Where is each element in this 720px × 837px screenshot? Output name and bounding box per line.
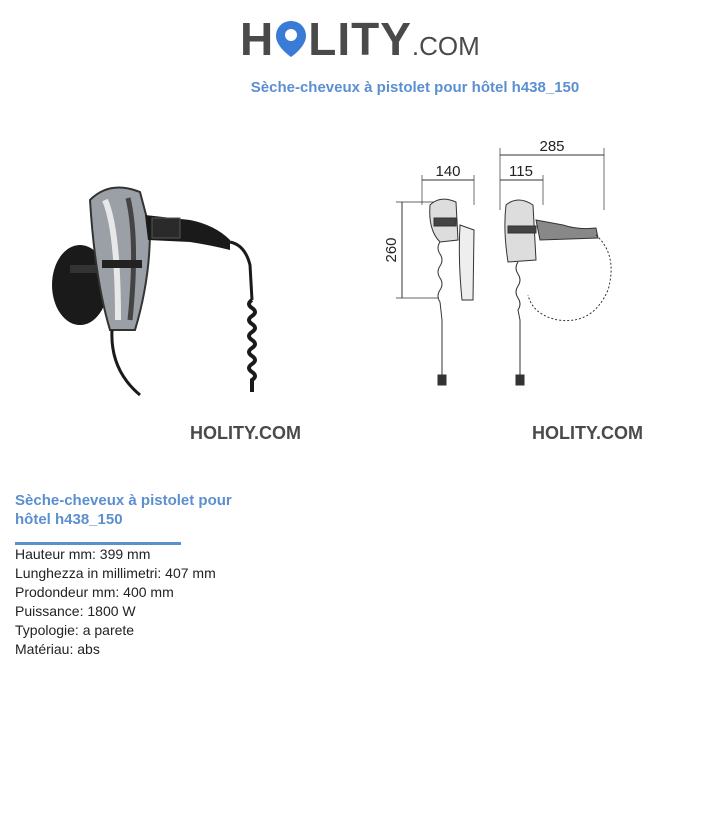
spec-depth: Prodondeur mm: 400 mm bbox=[15, 584, 174, 600]
spec-material: Matériau: abs bbox=[15, 641, 100, 657]
product-photo bbox=[40, 170, 280, 400]
product-title: Sèche-cheveux à pistolet pour hôtel h438_150 bbox=[15, 492, 232, 528]
front-view bbox=[505, 200, 611, 385]
dim-285: 285 bbox=[539, 138, 565, 155]
dim-260: 260 bbox=[383, 237, 400, 263]
spec-length: Lunghezza in millimetri: 407 mm bbox=[15, 565, 216, 581]
logo-text: H LITY.COM bbox=[240, 13, 480, 65]
spec-height: Hauteur mm: 399 mm bbox=[15, 546, 151, 562]
technical-drawing bbox=[378, 130, 638, 400]
logo-pin-icon bbox=[274, 19, 308, 59]
spec-power: Puissance: 1800 W bbox=[15, 603, 136, 619]
dryer-cord bbox=[230, 242, 252, 300]
spec-list bbox=[15, 545, 216, 659]
watermark-logo-left: HOLITY.COM bbox=[190, 423, 301, 443]
dim-115: 115 bbox=[509, 163, 533, 180]
header-title: Sèche-cheveux à pistolet pour hôtel h438_150 bbox=[250, 79, 580, 96]
side-view bbox=[430, 199, 474, 385]
spec-type: Typologie: a parete bbox=[15, 622, 135, 638]
watermark-logo-right: HOLITY.COM bbox=[532, 423, 643, 443]
brand-logo[interactable] bbox=[240, 14, 480, 64]
dim-140: 140 bbox=[435, 163, 461, 180]
